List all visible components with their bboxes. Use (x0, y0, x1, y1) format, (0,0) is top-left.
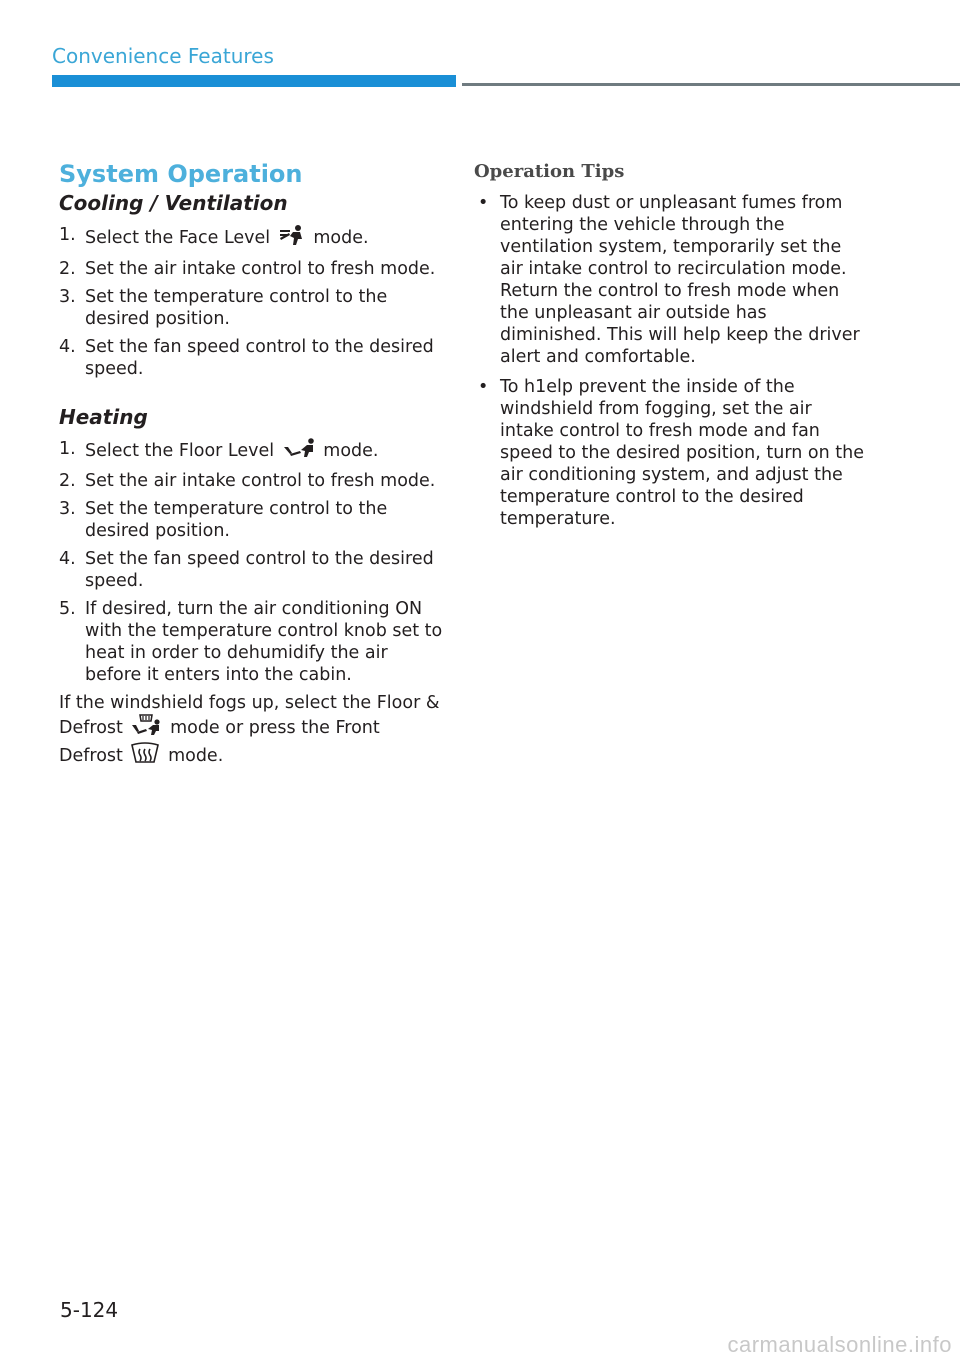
cooling-heading: Cooling / Ventilation (59, 191, 288, 215)
step-number: 3. (59, 499, 76, 519)
step-text: Set the air intake control to fresh mode. (85, 259, 436, 279)
page-number: 5-124 (60, 1298, 119, 1322)
defrost-note (59, 692, 444, 770)
list-item (59, 224, 444, 252)
tips-heading: Operation Tips (474, 161, 625, 182)
list-item (474, 376, 864, 530)
step-text: Set the fan speed control to the desired speed. (85, 337, 434, 379)
face-level-icon (278, 224, 306, 252)
step-number: 4. (59, 549, 76, 569)
note-text: mode. (168, 746, 224, 766)
step-text: Set the air intake control to fresh mode. (85, 471, 436, 491)
step-text: mode. (323, 441, 379, 461)
step-number: 3. (59, 287, 76, 307)
floor-defrost-icon (130, 714, 162, 742)
step-number: 4. (59, 337, 76, 357)
list-item (59, 548, 444, 592)
step-text: Select the Face Level (85, 228, 271, 248)
step-number: 2. (59, 471, 76, 491)
tips-list (474, 192, 864, 530)
left-column (59, 158, 444, 770)
list-item (59, 438, 444, 464)
heating-steps (59, 438, 444, 686)
step-number: 5. (59, 599, 76, 619)
right-column (474, 160, 864, 538)
step-text: mode. (313, 228, 369, 248)
header-rule (462, 83, 960, 86)
step-text: If desired, turn the air conditioning ON with the temperature control knob set to heat in order to dehumidify the air before it enters into the cabin. (85, 599, 443, 685)
list-item (59, 258, 444, 280)
step-text: Select the Floor Level (85, 441, 275, 461)
list-item (474, 192, 864, 368)
step-text: Set the temperature control to the desired position. (85, 287, 388, 329)
step-number: 1. (59, 225, 76, 245)
bullet: • (478, 377, 489, 397)
heating-heading: Heating (59, 405, 148, 429)
page-title: System Operation (59, 160, 303, 188)
tip-text: To h1elp prevent the inside of the windshield from fogging, set the air intake control to fresh mode and fan speed to the desired position, turn on the air conditioning system, and adjust the temperature control to the desired temperature. (500, 377, 864, 529)
note-text: If the windshield fogs up, select the Floor & Defrost (59, 693, 440, 738)
bullet: • (478, 193, 489, 213)
watermark: carmanualsonline.info (727, 1332, 952, 1357)
list-item (59, 286, 444, 330)
tip-text: To keep dust or unpleasant fumes from entering the vehicle through the ventilation system, temporarily set the air intake control to recirculation mode. Return the control to fresh mode when the unpleasant air outside has diminished. This will help keep the driver alert and comfortable. (500, 193, 860, 367)
floor-level-icon (282, 438, 316, 464)
list-item (59, 470, 444, 492)
step-number: 1. (59, 439, 76, 459)
list-item (59, 336, 444, 380)
header-accent-bar (52, 75, 456, 87)
cooling-steps (59, 224, 444, 380)
list-item (59, 598, 444, 686)
note-text: mode or press the Front Defrost (59, 718, 380, 766)
step-text: Set the temperature control to the desired position. (85, 499, 388, 541)
front-defrost-icon (130, 742, 160, 770)
list-item (59, 498, 444, 542)
section-header: Convenience Features (52, 44, 274, 68)
step-number: 2. (59, 259, 76, 279)
step-text: Set the fan speed control to the desired speed. (85, 549, 434, 591)
